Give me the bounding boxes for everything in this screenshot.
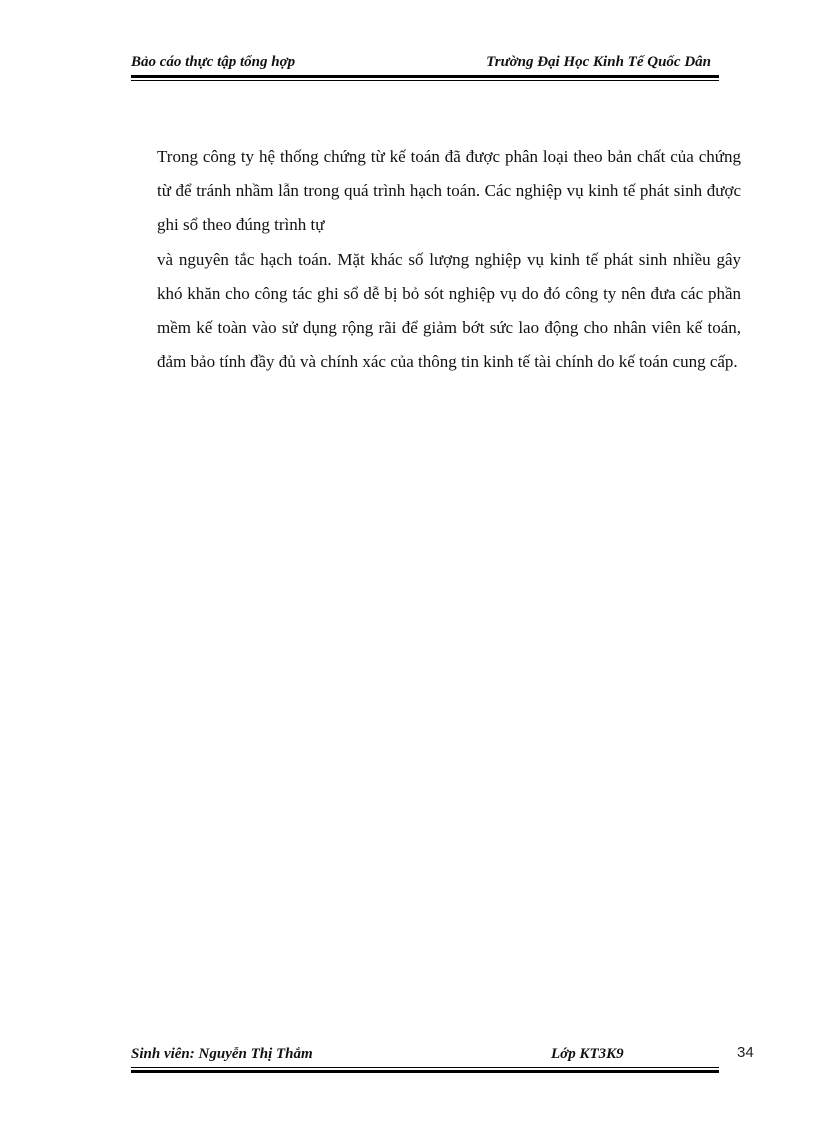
body-text [157, 140, 741, 379]
header-rule-thin [131, 80, 719, 81]
page-header [131, 52, 719, 74]
class-name: Lớp KT3K9 [551, 1046, 624, 1062]
student-name: Sinh viên: Nguyễn Thị Thắm [131, 1046, 313, 1062]
university-name: Trường Đại Học Kinh Tế Quốc Dân [486, 54, 711, 70]
page-number: 34 [737, 1044, 754, 1061]
report-title: Bảo cáo thực tập tổng hợp [131, 54, 296, 70]
page-footer [131, 1046, 719, 1068]
footer-rule-thick [131, 1070, 719, 1073]
header-rule-thick [131, 75, 719, 78]
body-paragraph: Trong công ty hệ thống chứng từ kế toán đã được phân loại theo bản chất của chứng từ để tránh nhầm lẫn trong quá trình hạch toán. Các nghiệp vụ kinh tế phát sinh được ghi sổ theo đúng trình tự [157, 147, 741, 235]
body-paragraph: và nguyên tắc hạch toán. Mặt khác số lượng nghiệp vụ kinh tế phát sinh nhiều gây khó khăn cho công tác ghi sổ dễ bị bỏ sót nghiệp vụ do đó công ty nên đưa các phần mềm kế toàn vào sử dụng rộng rãi để giảm bớt sức lao động cho nhân viên kế toán, đảm bảo tính đầy đủ và chính xác của thông tin kinh tế tài chính do kế toán cung cấp. [157, 249, 741, 372]
footer-rule-thin [131, 1067, 719, 1068]
